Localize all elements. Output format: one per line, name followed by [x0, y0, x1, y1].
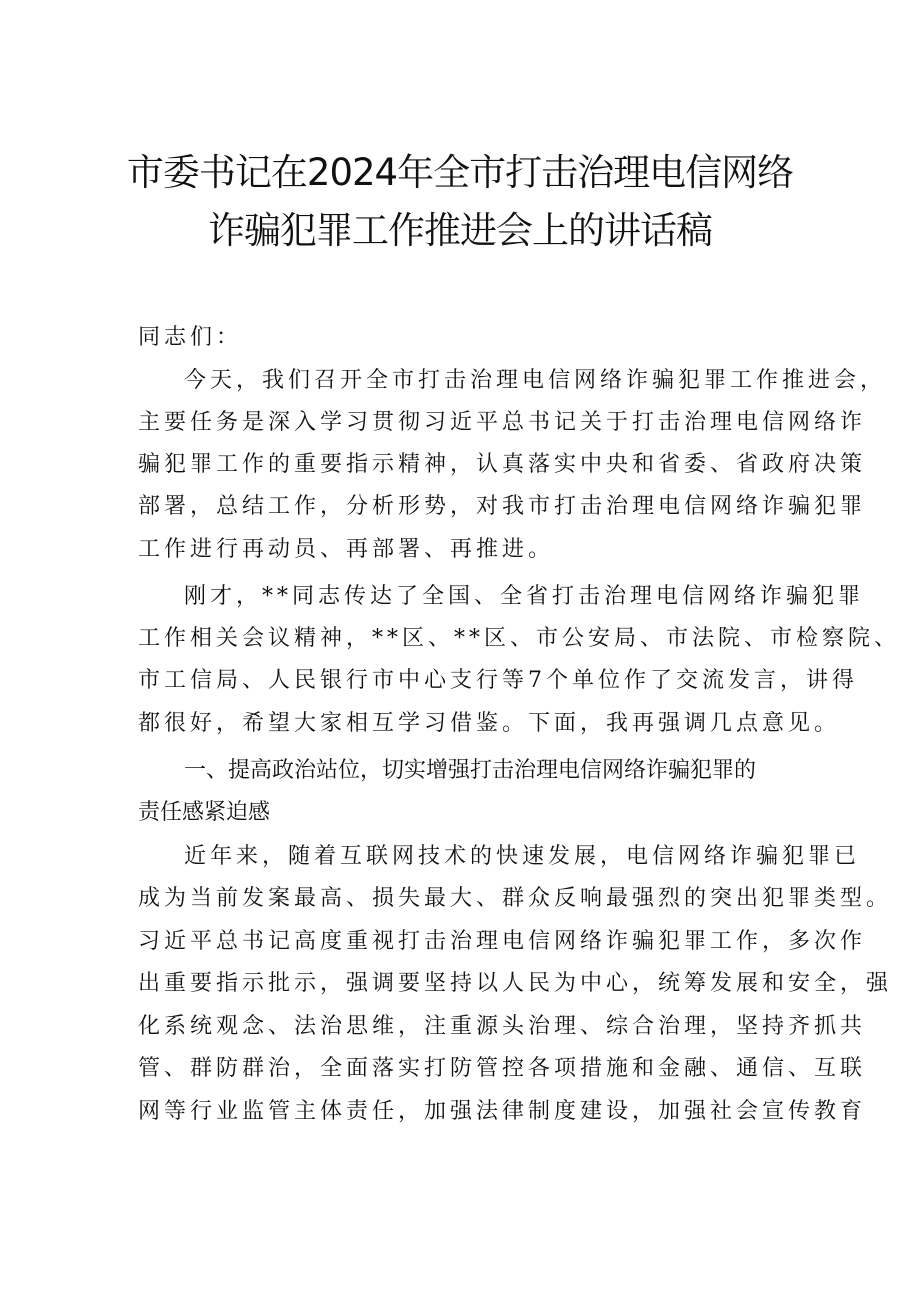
paragraph-1-line: 部署，总结工作，分析形势，对我市打击治理电信网络诈骗犯罪: [138, 494, 867, 519]
paragraph-3-line: 成为当前发案最高、损失最大、群众反响最强烈的突出犯罪类型。: [138, 886, 893, 911]
paragraph-1-line: 主要任务是深入学习贯彻习近平总书记关于打击治理电信网络诈: [138, 410, 867, 435]
paragraph-3-line: 习近平总书记高度重视打击治理电信网络诈骗犯罪工作，多次作: [138, 929, 867, 954]
paragraph-2-line: 刚才，**同志传达了全国、全省打击治理电信网络诈骗犯罪: [184, 584, 865, 609]
paragraph-3-line: 化系统观念、法治思维，注重源头治理、综合治理，坚持齐抓共: [138, 1014, 867, 1039]
section-1-heading-line-2: 责任感紧迫感: [138, 800, 271, 825]
paragraph-3-line: 管、群防群治，全面落实打防管控各项措施和金融、通信、互联: [138, 1056, 867, 1081]
document-title-line-1: 市委书记在2024年全市打击治理电信网络: [126, 151, 794, 194]
section-1-heading-line-1: 一、提高政治站位，切实增强打击治理电信网络诈骗犯罪的: [184, 758, 757, 783]
paragraph-2-line: 市工信局、人民银行市中心支行等7个单位作了交流发言，讲得: [138, 668, 858, 693]
paragraph-1-line: 工作进行再动员、再部署、再推进。: [138, 537, 555, 562]
document-title-line-2: 诈骗犯罪工作推进会上的讲话稿: [208, 209, 712, 252]
paragraph-3-line: 出重要指示批示，强调要坚持以人民为中心，统筹发展和安全，强: [138, 971, 893, 996]
paragraph-3-line: 近年来，随着互联网技术的快速发展，电信网络诈骗犯罪已: [184, 844, 861, 869]
salutation: 同志们：: [138, 325, 243, 350]
paragraph-2-line: 工作相关会议精神，**区、**区、市公安局、市法院、市检察院、: [138, 626, 901, 651]
paragraph-1-line: 今天，我们召开全市打击治理电信网络诈骗犯罪工作推进会，: [184, 368, 887, 393]
paragraph-3-line: 网等行业监管主体责任，加强法律制度建设，加强社会宣传教育: [138, 1099, 867, 1124]
paragraph-2-line: 都很好，希望大家相互学习借鉴。下面，我再强调几点意见。: [138, 711, 841, 736]
paragraph-1-line: 骗犯罪工作的重要指示精神，认真落实中央和省委、省政府决策: [138, 452, 867, 477]
